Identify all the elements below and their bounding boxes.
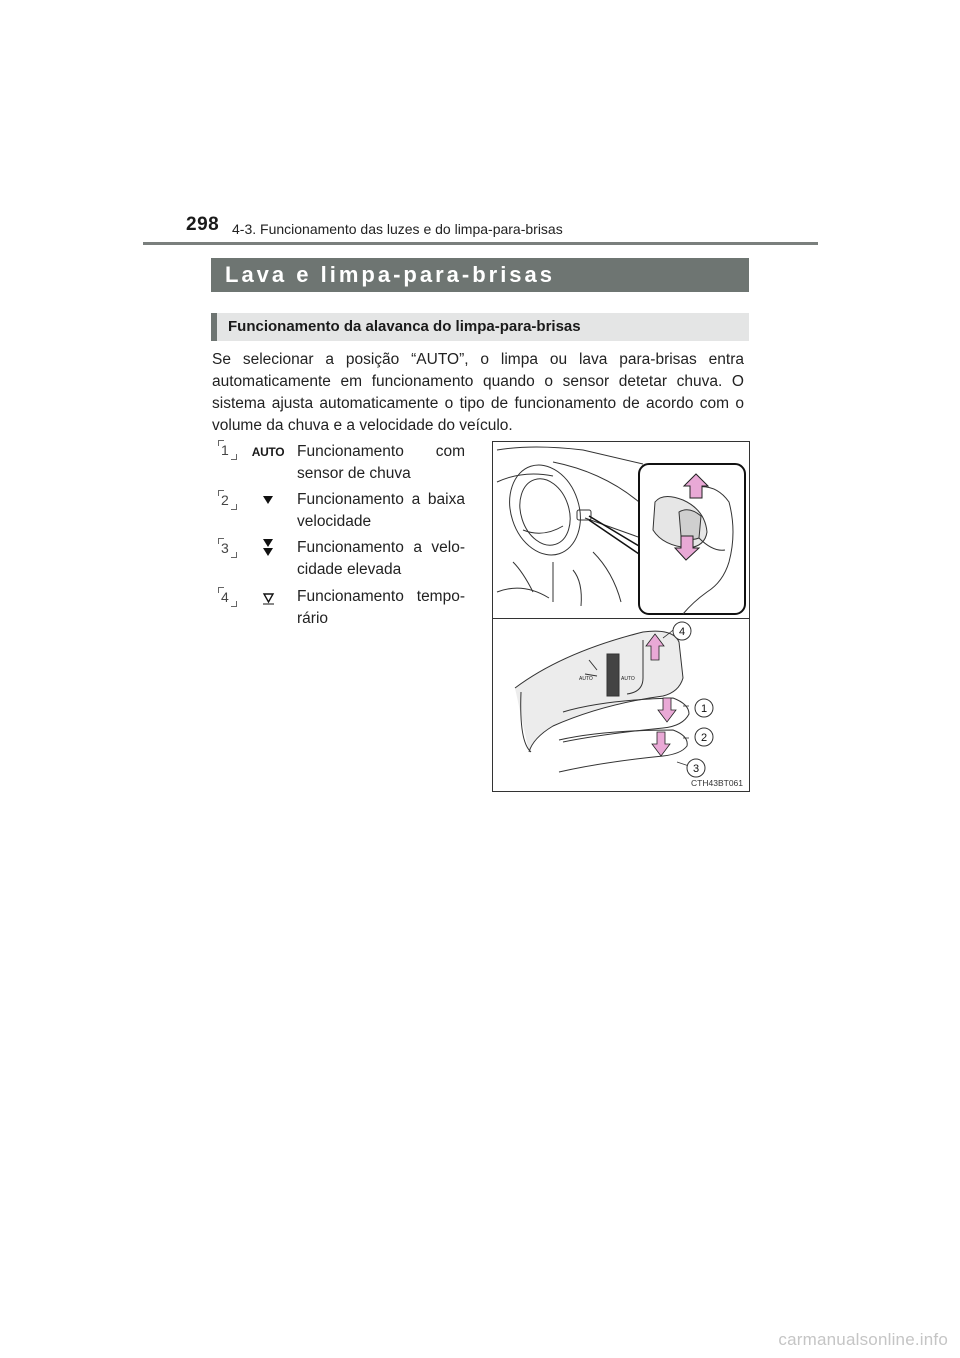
figure-code: CTH43BT061 — [691, 778, 743, 788]
lever-diagram-drawing — [493, 442, 749, 791]
lever-auto-label-1: AUTO — [579, 676, 593, 682]
page-number: 298 — [186, 214, 220, 235]
item-number-3: 3 — [221, 540, 234, 556]
item-number-4: 4 — [221, 589, 234, 605]
double-down-triangle-icon — [248, 537, 288, 559]
figure-divider — [493, 618, 749, 619]
outline-down-triangle-icon — [248, 589, 288, 611]
item-number-1: 1 — [221, 442, 234, 458]
lever-auto-label-2: AUTO — [621, 676, 635, 682]
chapter-header: 4-3. Funcionamento das luzes e do limpa-para-brisas — [232, 221, 563, 237]
callout-2: 2 — [700, 732, 708, 744]
section-title: Lava e limpa-para-brisas — [211, 258, 749, 292]
single-down-triangle-icon — [248, 490, 288, 512]
item-text-3: Funcionamento a velo-cidade elevada — [297, 539, 465, 578]
item-text-2: Funcionamento a baixa velocidade — [297, 491, 465, 530]
wiper-lever-illustration — [492, 441, 750, 792]
callout-1: 1 — [700, 703, 708, 715]
header-divider — [143, 242, 818, 245]
auto-symbol-icon: AUTO — [251, 445, 285, 459]
intro-paragraph: Se selecionar a posição “AUTO”, o limpa ou lava para-brisas entra automaticamente em funcionamento quando o sensor detetar chuva. O sistema ajusta automaticamente o tipo de funcionamento de acordo com o volume da chuva e a velocidade do veículo. — [212, 351, 744, 434]
item-number-2: 2 — [221, 492, 234, 508]
watermark: carmanualsonline.info — [778, 1330, 948, 1349]
callout-4: 4 — [678, 626, 686, 638]
subsection-title: Funcionamento da alavanca do limpa-para-brisas — [211, 313, 749, 341]
item-text-4: Funcionamento tempo-rário — [297, 588, 465, 627]
item-text-1: Funcionamento com sensor de chuva — [297, 443, 465, 482]
callout-3: 3 — [692, 763, 700, 775]
